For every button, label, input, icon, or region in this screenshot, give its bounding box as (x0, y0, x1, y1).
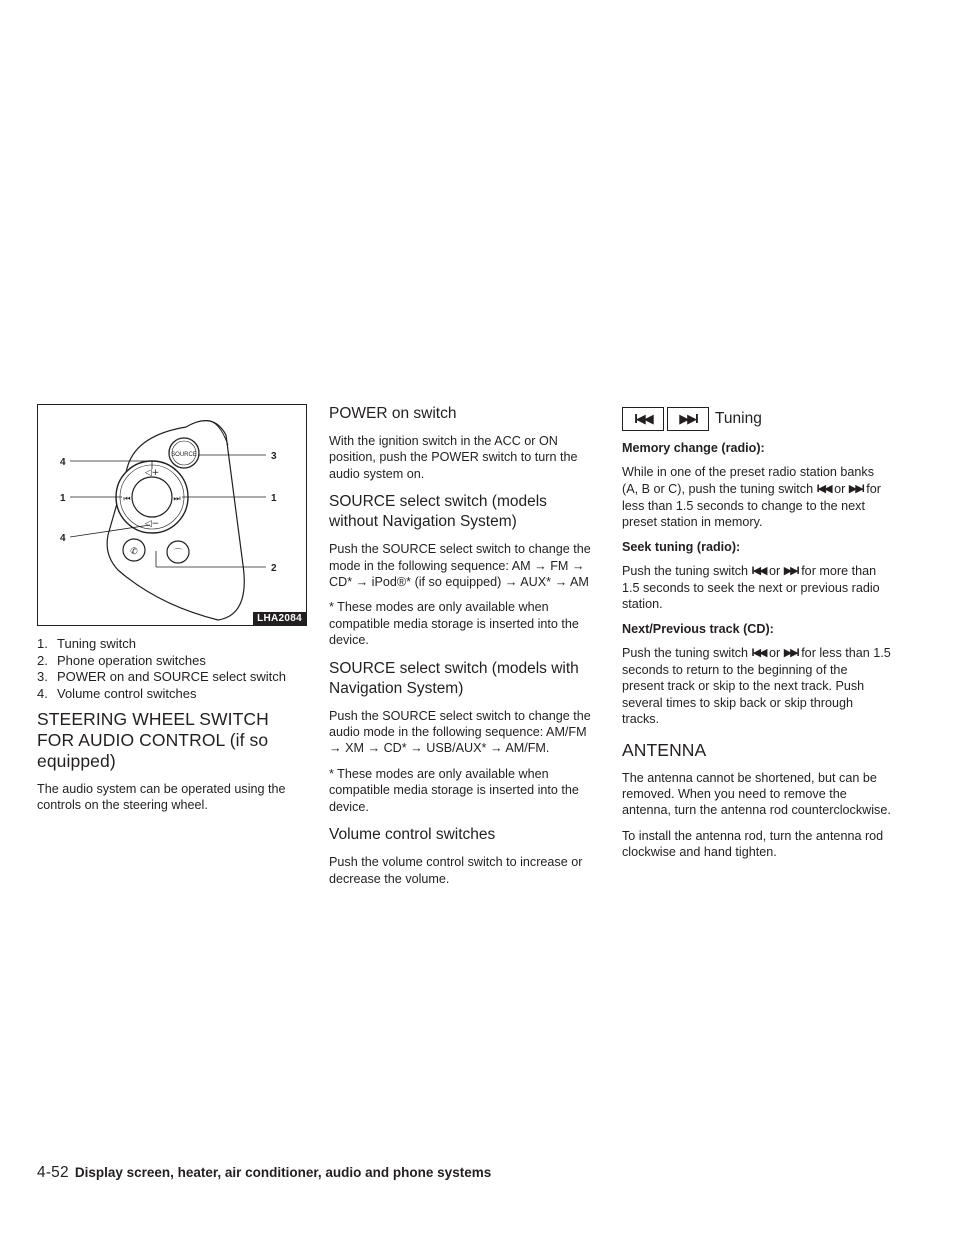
seek-forward-icon: ⏭ (173, 494, 181, 503)
figure-code: LHA2084 (253, 612, 306, 625)
seek-back-icon: I◀◀ (622, 407, 664, 431)
callout-2: 2 (271, 563, 277, 574)
seek-forward-icon: ▶▶I (667, 407, 709, 431)
page-number: 4-52 (37, 1164, 69, 1181)
heading-power: POWER on switch (329, 405, 457, 422)
seek-back-icon: ⏮ (123, 494, 131, 503)
figure-legend (37, 636, 307, 702)
legend-item: 4. Volume control switches (37, 685, 197, 701)
column-left (37, 404, 307, 814)
legend-item: 3. POWER on and SOURCE select switch (37, 669, 287, 684)
legend-item: 1. Tuning switch (37, 636, 136, 651)
volume-up-icon: ◁+ (144, 468, 160, 478)
tuning-heading (622, 404, 892, 434)
seek-back-icon: I◀◀ (751, 565, 766, 578)
callout-3: 3 (271, 451, 277, 462)
section-title-steering: STEERING WHEEL SWITCH FOR AUDIO CONTROL (if so equipped) (37, 709, 269, 771)
callout-1-right: 1 (271, 493, 277, 504)
seek-forward-icon: ▶▶I (848, 483, 863, 496)
body-source-no-nav: Push the SOURCE select switch to change the mode in the following sequence: AM → FM → CD* → iPod®* (if so equipped) → AUX* → AM (329, 542, 591, 590)
heading-antenna: ANTENNA (622, 739, 707, 760)
body-source-nav: Push the SOURCE select switch to change the audio mode in the following sequence: AM/FM → XM → CD* → USB/AUX* → AM/FM. (329, 708, 591, 756)
antenna-body-1: The antenna cannot be shortened, but can be removed. When you need to remove the antenna, turn the antenna rod counterclockwise. (622, 770, 891, 818)
seek-heading: Seek tuning (radio): (622, 539, 741, 554)
callout-1-left: 1 (60, 493, 66, 504)
memory-heading: Memory change (radio): (622, 441, 765, 455)
note-source-nav: * These modes are only available when compatible media storage is inserted into the device. (329, 766, 579, 814)
column-middle (329, 404, 599, 887)
seek-back-icon: I◀◀ (816, 483, 831, 496)
heading-source-no-nav: SOURCE select switch (models without Navigation System) (329, 493, 547, 531)
seek-back-icon: I◀◀ (751, 647, 766, 660)
antenna-body-2: To install the antenna rod, turn the antenna rod clockwise and hand tighten. (622, 828, 884, 860)
legend-item: 2. Phone operation switches (37, 652, 206, 668)
steering-switch-figure (37, 404, 307, 626)
next-track-heading: Next/Previous track (CD): (622, 621, 774, 636)
heading-source-nav: SOURCE select switch (models with Navigation System) (329, 659, 579, 697)
phone-answer-icon: ✆ (130, 547, 138, 557)
section-body-steering: The audio system can be operated using the controls on the steering wheel. (37, 782, 286, 813)
heading-volume: Volume control switches (329, 826, 496, 844)
seek-body: Push the tuning switch I◀◀ or ▶▶I for more than 1.5 seconds to seek the next or previous radio station. (622, 563, 880, 612)
volume-down-icon: ◁− (144, 519, 160, 529)
source-label: SOURCE (171, 452, 197, 458)
section-name: Display screen, heater, air conditioner, audio and phone systems (74, 1165, 492, 1180)
callout-4-top: 4 (60, 457, 66, 468)
page-footer (37, 1164, 491, 1182)
memory-body: While in one of the preset radio station banks (A, B or C), push the tuning switch I◀◀ or ▶▶I for less than 1.5 seconds to change to the next preset station in memory. (622, 465, 881, 530)
phone-hangup-icon: ⌒ (173, 549, 183, 559)
steering-switch-illustration (38, 405, 306, 625)
note-source-no-nav: * These modes are only available when compatible media storage is inserted into the device. (329, 600, 579, 648)
seek-forward-icon: ▶▶I (783, 565, 798, 578)
column-right (622, 404, 892, 861)
seek-forward-icon: ▶▶I (783, 647, 798, 660)
callout-4-bottom: 4 (60, 533, 66, 544)
body-power: With the ignition switch in the ACC or ON position, push the POWER switch to turn the audio system on. (329, 434, 578, 481)
body-volume: Push the volume control switch to increase or decrease the volume. (329, 855, 583, 886)
next-track-body: Push the tuning switch I◀◀ or ▶▶I for less than 1.5 seconds to return to the beginning of the present track or skip to the next track. Push several times to skip back or skip through tracks. (622, 646, 891, 727)
heading-tuning: Tuning (715, 410, 762, 427)
